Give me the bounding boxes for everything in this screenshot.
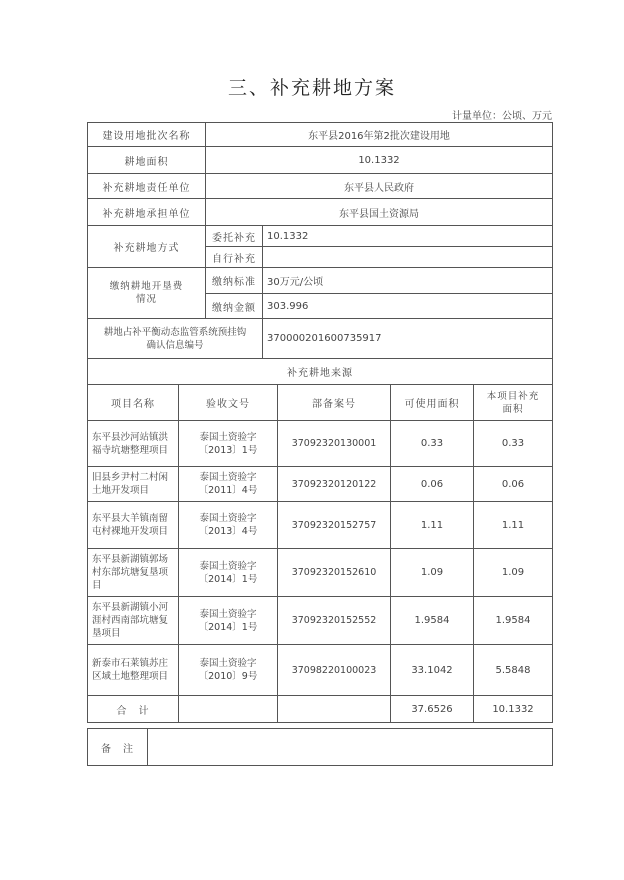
self-value	[263, 247, 553, 268]
entrust-value: 10.1332	[263, 226, 553, 247]
record-code: 37092320130001	[278, 421, 391, 467]
acceptance-doc: 泰国土资验字〔2014〕1号	[179, 549, 278, 597]
resp-unit-value: 东平县人民政府	[206, 174, 553, 199]
record-code: 37092320152552	[278, 597, 391, 645]
project-name: 旧县乡尹村二村闲土地开发项目	[88, 467, 179, 502]
remarks-table	[87, 728, 553, 766]
acceptance-doc: 泰国土资验字〔2013〕1号	[179, 421, 278, 467]
col-header-doc: 验收文号	[179, 385, 278, 421]
area-value: 10.1332	[206, 147, 553, 174]
total-label: 合 计	[88, 696, 179, 723]
supp-area: 0.06	[474, 467, 553, 502]
table-row	[88, 467, 553, 502]
source-header: 补充耕地来源	[88, 359, 553, 385]
supp-area: 1.11	[474, 502, 553, 549]
project-name: 东平县新湖镇小河涯村西南部坑塘复垦项目	[88, 597, 179, 645]
self-label: 自行补充	[206, 247, 263, 268]
record-code: 37092320152610	[278, 549, 391, 597]
remarks-label: 备 注	[88, 729, 148, 766]
usable-area: 1.9584	[391, 597, 474, 645]
batch-name-label: 建设用地批次名称	[88, 123, 206, 147]
col-header-code: 部备案号	[278, 385, 391, 421]
project-name: 东平县大羊镇南留屯村裸地开发项目	[88, 502, 179, 549]
record-code: 37098220100023	[278, 645, 391, 696]
project-name: 东平县沙河站镇洪福寺坑塘整理项目	[88, 421, 179, 467]
project-name: 新泰市石莱镇苏庄区域土地整理项目	[88, 645, 179, 696]
fee-amt-value: 303.996	[263, 294, 553, 319]
acceptance-doc: 泰国土资验字〔2013〕4号	[179, 502, 278, 549]
system-value: 370000201600735917	[263, 319, 553, 359]
fee-std-label: 缴纳标准	[206, 268, 263, 294]
usable-area: 33.1042	[391, 645, 474, 696]
method-label: 补充耕地方式	[88, 226, 206, 268]
total-supp: 10.1332	[474, 696, 553, 723]
table-row	[88, 549, 553, 597]
batch-name-value: 东平县2016年第2批次建设用地	[206, 123, 553, 147]
col-header-supp: 本项目补充面积	[474, 385, 553, 421]
record-code: 37092320120122	[278, 467, 391, 502]
fee-amt-label: 缴纳金额	[206, 294, 263, 319]
usable-area: 0.33	[391, 421, 474, 467]
undertake-label: 补充耕地承担单位	[88, 199, 206, 226]
total-code-cell	[278, 696, 391, 723]
table-row	[88, 502, 553, 549]
area-label: 耕地面积	[88, 147, 206, 174]
supp-area: 1.09	[474, 549, 553, 597]
supp-area: 0.33	[474, 421, 553, 467]
resp-unit-label: 补充耕地责任单位	[88, 174, 206, 199]
total-doc-cell	[179, 696, 278, 723]
project-name: 东平县新湖镇郭场村东部坑塘复垦项目	[88, 549, 179, 597]
fee-std-value: 30万元/公顷	[263, 268, 553, 294]
record-code: 37092320152757	[278, 502, 391, 549]
system-label: 耕地占补平衡动态监管系统预挂钩确认信息编号	[88, 319, 263, 359]
remarks-value	[148, 729, 553, 766]
table-row	[88, 597, 553, 645]
supp-area: 5.5848	[474, 645, 553, 696]
usable-area: 1.11	[391, 502, 474, 549]
undertake-value: 东平县国土资源局	[206, 199, 553, 226]
table-row	[88, 645, 553, 696]
source-table	[87, 384, 553, 723]
acceptance-doc: 泰国土资验字〔2010〕9号	[179, 645, 278, 696]
total-usable: 37.6526	[391, 696, 474, 723]
usable-area: 0.06	[391, 467, 474, 502]
supp-area: 1.9584	[474, 597, 553, 645]
total-row	[88, 696, 553, 723]
col-header-usable: 可使用面积	[391, 385, 474, 421]
fee-label: 缴纳耕地开垦费情况	[88, 268, 206, 319]
acceptance-doc: 泰国土资验字〔2014〕1号	[179, 597, 278, 645]
info-table	[87, 122, 553, 385]
page-title: 三、补充耕地方案	[227, 77, 396, 99]
source-header-row	[88, 385, 553, 421]
acceptance-doc: 泰国土资验字〔2011〕4号	[179, 467, 278, 502]
unit-note: 计量单位：公顷、万元	[452, 111, 552, 122]
entrust-label: 委托补充	[206, 226, 263, 247]
col-header-name: 项目名称	[88, 385, 179, 421]
usable-area: 1.09	[391, 549, 474, 597]
table-row	[88, 421, 553, 467]
